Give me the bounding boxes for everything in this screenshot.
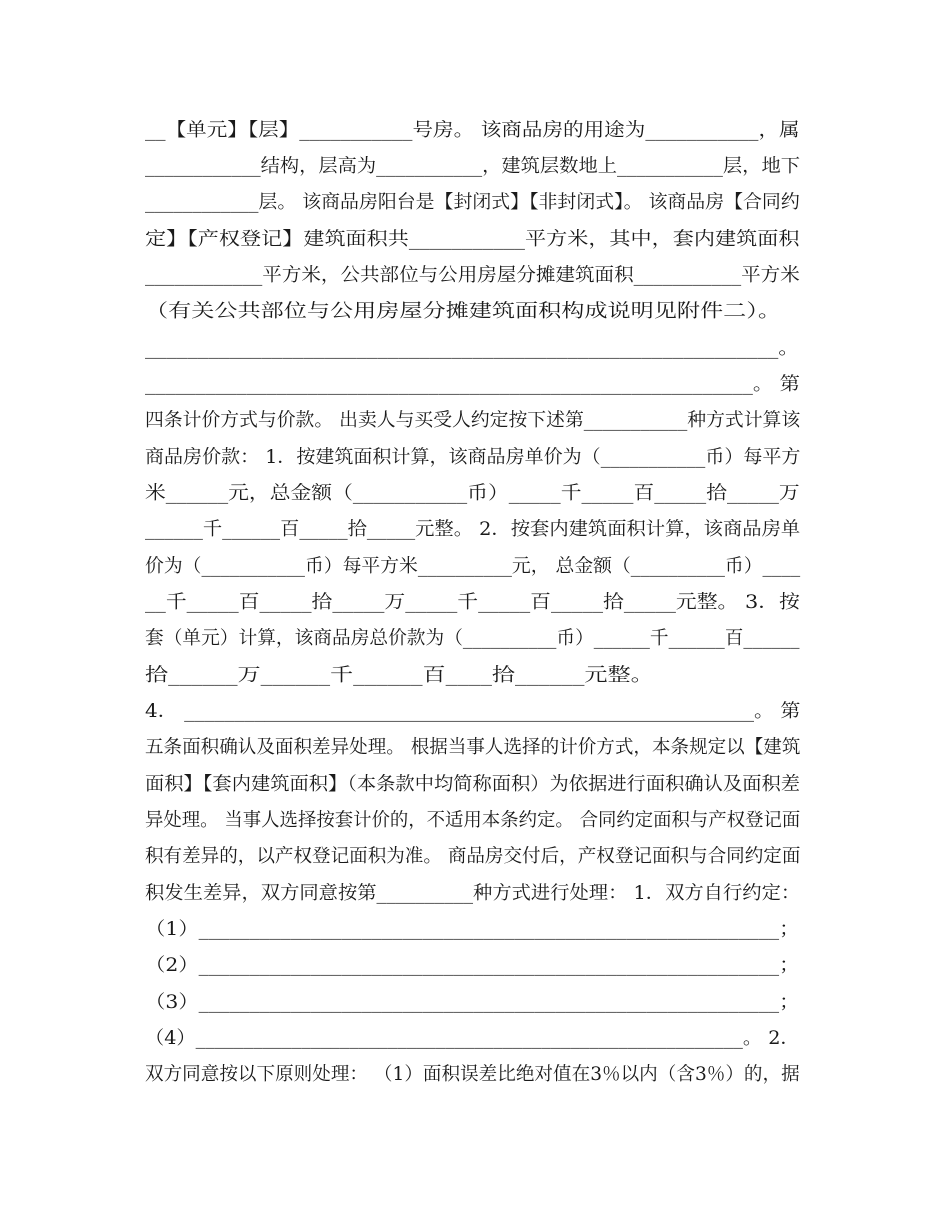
text-line: ____________________________________________________________。 (145, 338, 800, 359)
text-line: （有关公共部位与公用房屋分摊建筑面积构成说明见附件二）。 (145, 301, 781, 322)
text-line: 双方同意按以下原则处理： （1）面积误差比绝对值在3％以内（含3％）的，据 (145, 1064, 800, 1085)
text-line: 米______元，总金额（___________币）_____千_____百_____拾_____万 (145, 483, 800, 504)
text-line: 套（单元）计算，该商品房总价款为（__________币）______千______百______ (145, 628, 800, 649)
text-line: __千_____百_____拾_____万_____千_____百_____拾_____元整。 3．按 (145, 592, 800, 613)
text-line: 拾______万______千______百____拾______元整。 (145, 665, 654, 686)
text-line: 面积】【套内建筑面积】（本条款中均简称面积）为依据进行面积确认及面积差 (145, 774, 800, 795)
text-line: 价为（___________币）每平方米__________元， 总金额（__________币）____ (145, 556, 801, 577)
text-line: 异处理。 当事人选择按套计价的，不适用本条约定。 合同约定面积与产权登记面 (145, 810, 801, 831)
text-line: ____________________________________________________________。 第 (145, 374, 800, 395)
text-line: （2）_________________________________________________________； (145, 955, 800, 976)
text-line: （1）_________________________________________________________； (145, 919, 800, 940)
text-line: 商品房价款： 1．按建筑面积计算，该商品房单价为（___________币）每平方 (145, 447, 801, 468)
text-line: ____________结构，层高为___________，建筑层数地上___________层，地下 (145, 156, 800, 177)
text-line: 五条面积确认及面积差异处理。 根据当事人选择的计价方式，本条规定以【建筑 (145, 737, 801, 758)
text-line: 四条计价方式与价款。 出卖人与买受人约定按下述第___________种方式计算该 (145, 410, 801, 431)
text-line: 积有差异的，以产权登记面积为准。 商品房交付后，产权登记面积与合同约定面 (145, 846, 801, 867)
text-line: ____________层。 该商品房阳台是【封闭式】【非封闭式】。 该商品房【合同约 (145, 192, 800, 213)
text-line: ______千______百_____拾_____元整。 2．按套内建筑面积计算，该商品房单 (145, 519, 801, 540)
text-line: ____________平方米，公共部位与公用房屋分摊建筑面积___________平方米 (145, 265, 800, 286)
text-line: （3）_________________________________________________________； (145, 992, 800, 1013)
text-line: 定】【产权登记】建筑面积共___________平方米，其中，套内建筑面积 (145, 229, 800, 250)
text-line: （4）_________________________________________________________。 2． (145, 1028, 800, 1049)
text-line: __【单元】【层】___________号房。 该商品房的用途为___________，属 (145, 120, 800, 141)
text-line: 积发生差异，双方同意按第__________种方式进行处理： 1．双方自行约定： (145, 883, 801, 904)
text-line: 4． _________________________________________________________。 第 (145, 701, 801, 722)
